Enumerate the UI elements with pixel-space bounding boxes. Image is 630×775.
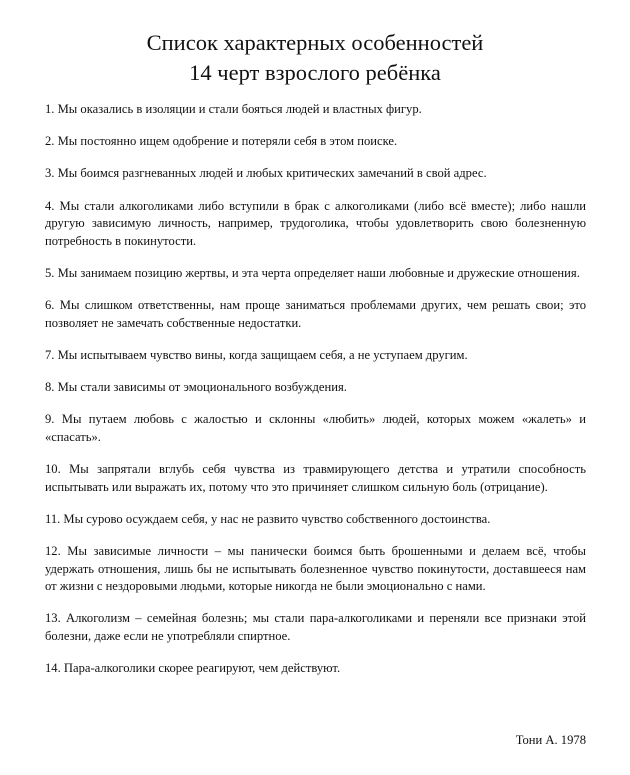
trait-item-7: 7. Мы испытываем чувство вины, когда защищаем себя, а не уступаем другим. <box>45 347 468 362</box>
trait-item-9: 9. Мы путаем любовь с жалостью и склонны «любить» людей, которых можем «жалеть» и «спасать». <box>45 412 586 444</box>
trait-item-5: 5. Мы занимаем позицию жертвы, и эта черта определяет наши любовные и дружеские отношения. <box>45 265 580 280</box>
trait-item-4: 4. Мы стали алкоголиками либо вступили в брак с алкоголиками (либо всё вместе); либо нашли другую зависимую личность, например, трудоголика, чтобы удовлетворить свою болезненную потребность в покинутости. <box>45 198 586 248</box>
trait-item-13: 13. Алкоголизм – семейная болезнь; мы стали пара-алкоголиками и переняли все признаки этой болезни, даже если не употребляли спиртное. <box>45 611 586 643</box>
trait-item-12: 12. Мы зависимые личности – мы панически боимся быть брошенными и делаем всё, чтобы удержать отношения, лишь бы не испытывать болезненное чувство покинутости, доставшееся нам от жизни с нездоровыми людьми, которые никогда не были эмоционально с нами. <box>45 544 586 594</box>
trait-item-1: 1. Мы оказались в изоляции и стали бояться людей и властных фигур. <box>45 102 422 116</box>
traits-list <box>45 101 586 692</box>
trait-item-6: 6. Мы слишком ответственны, нам проще заниматься проблемами других, чем решать свои; это позволяет не замечать собственные недостатки. <box>45 298 586 330</box>
trait-item-2: 2. Мы постоянно ищем одобрение и потеряли себя в этом поиске. <box>45 134 398 149</box>
trait-item-8: 8. Мы стали зависимы от эмоционального возбуждения. <box>45 380 347 395</box>
document-title: Список характерных особенностей <box>146 30 484 55</box>
author-signature: Тони А. 1978 <box>515 733 586 747</box>
document-subtitle: 14 черт взрослого ребёнка <box>189 60 441 85</box>
trait-item-11: 11. Мы сурово осуждаем себя, у нас не развито чувство собственного достоинства. <box>45 511 491 526</box>
trait-item-10: 10. Мы запрятали вглубь себя чувства из травмирующего детства и утратили способность испытывать или выражать их, потому что это причиняет слишком сильную боль (отрицание). <box>45 462 586 494</box>
trait-item-14: 14. Пара-алкоголики скорее реагируют, чем действуют. <box>45 661 341 676</box>
trait-item-3: 3. Мы боимся разгневанных людей и любых критических замечаний в свой адрес. <box>45 166 487 181</box>
